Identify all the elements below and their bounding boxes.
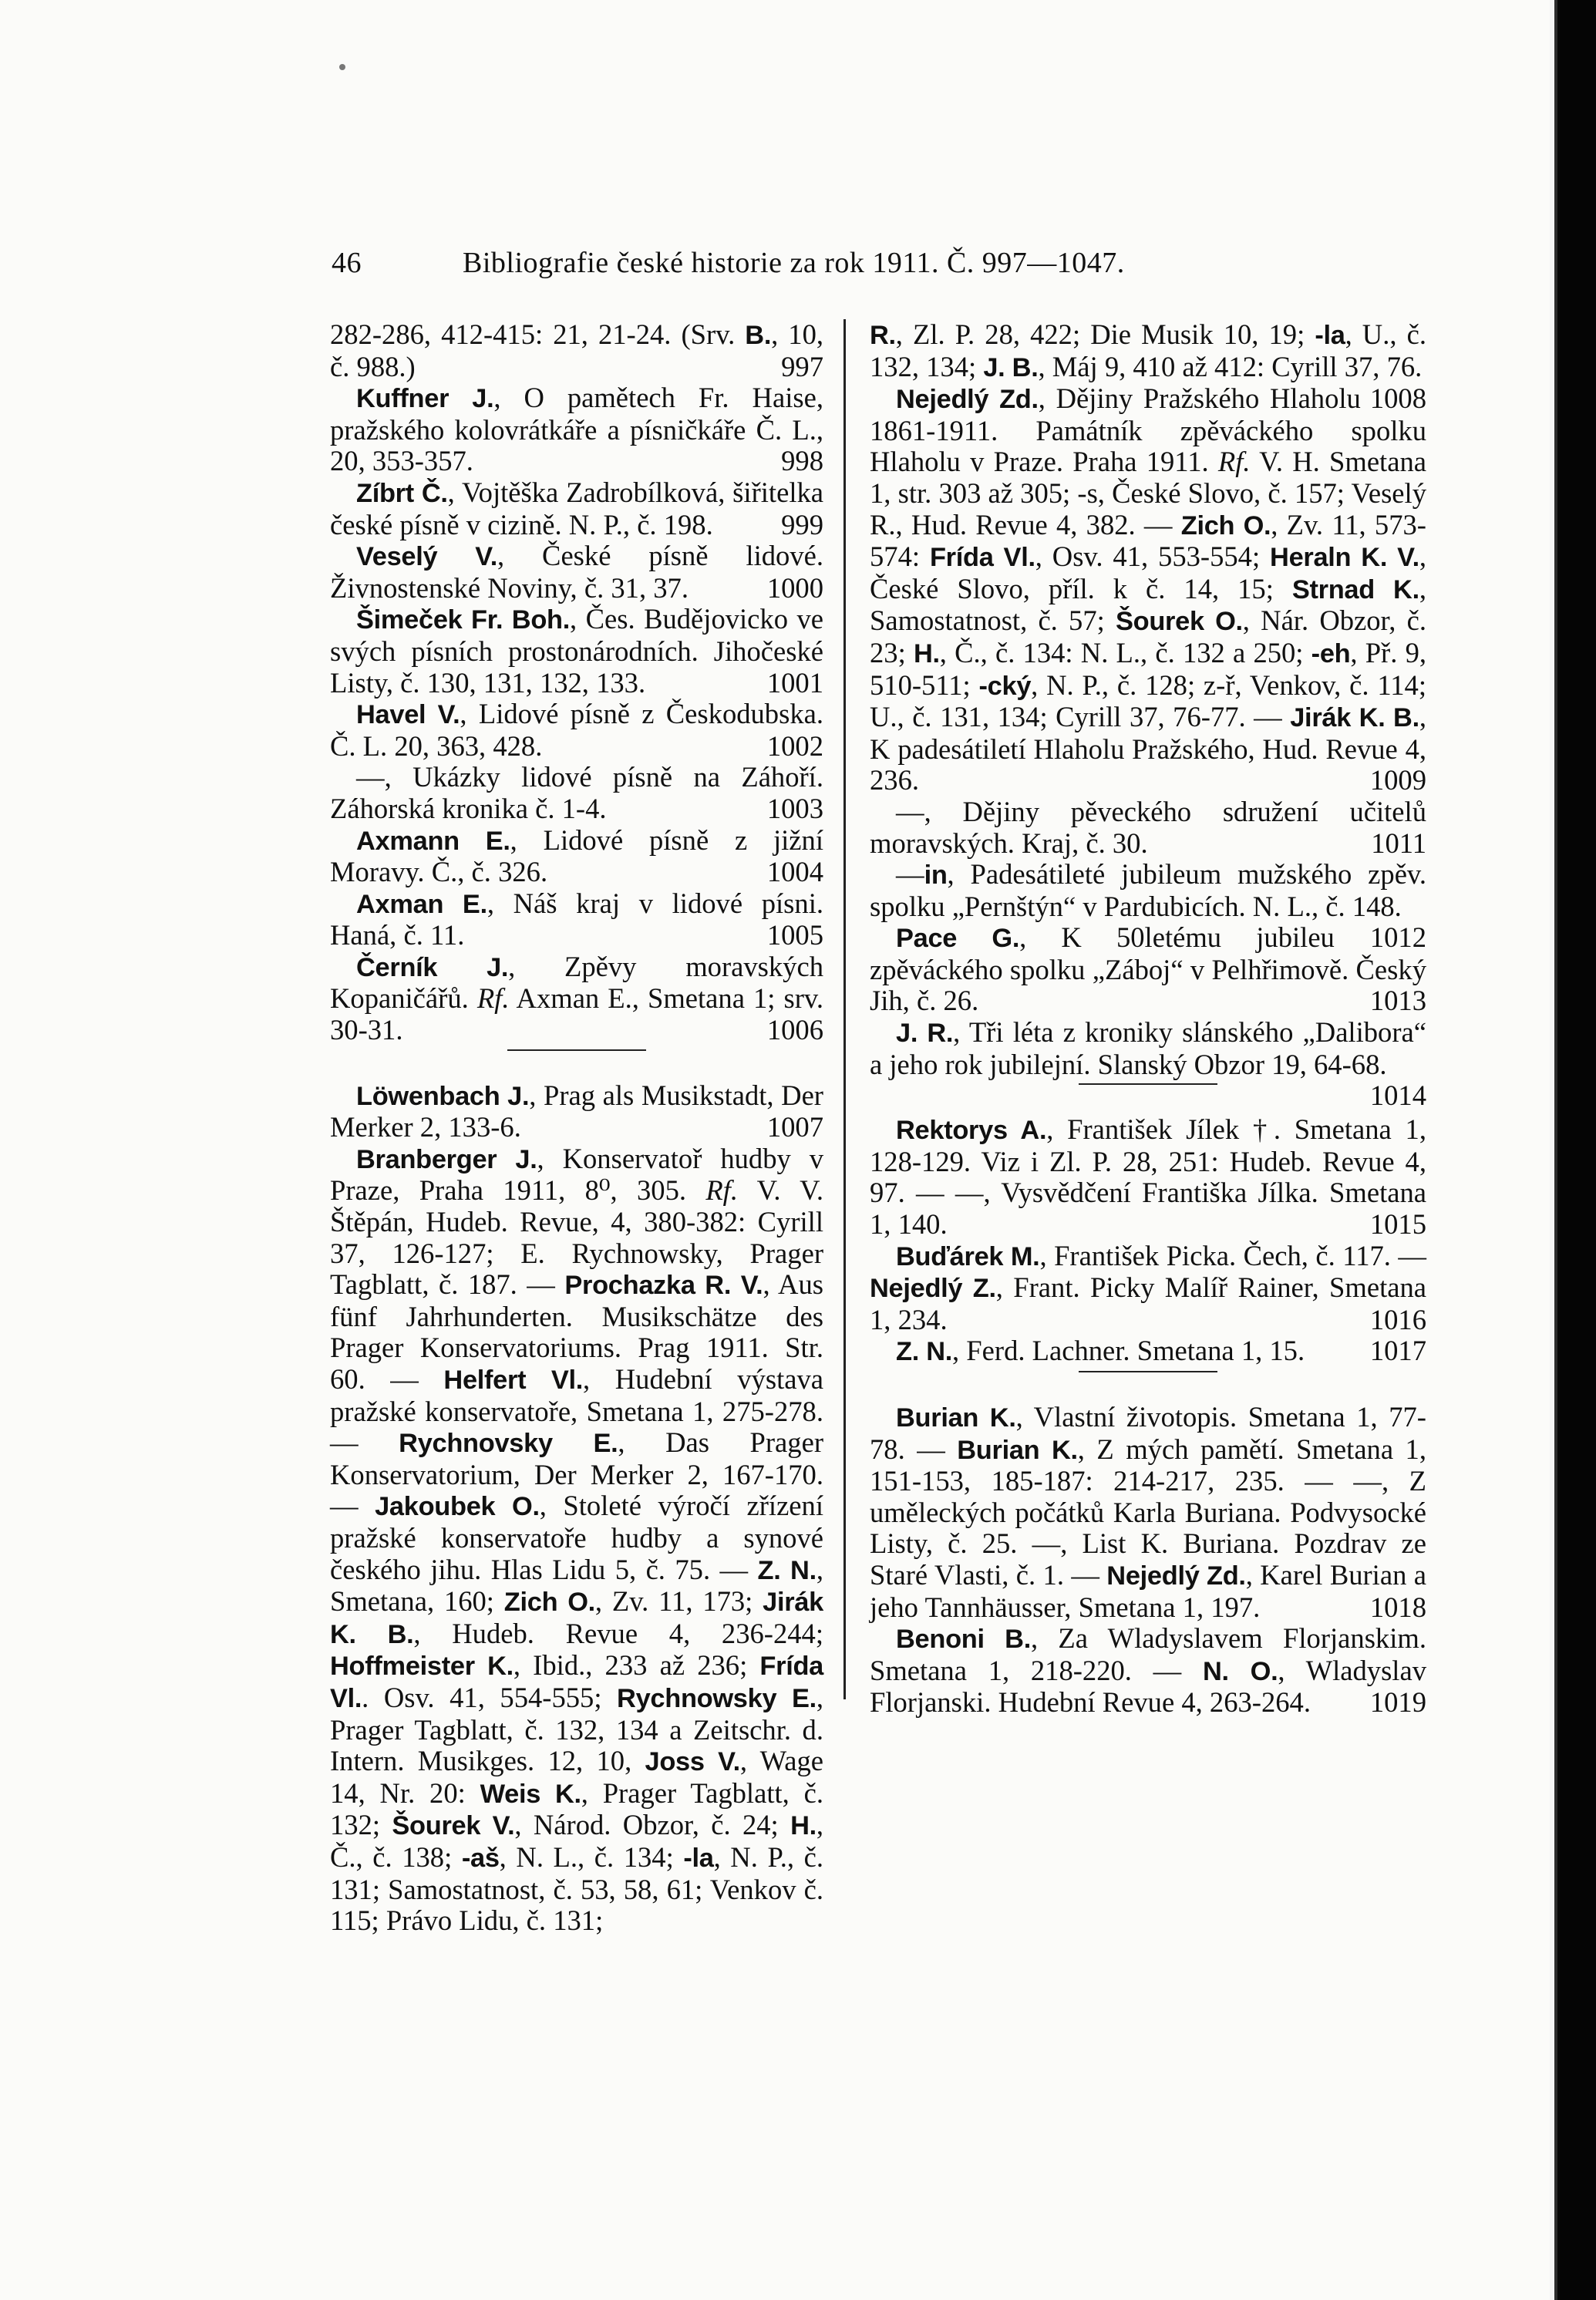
entry-text: , O pamětech Fr. Haise, pražského kolovrátkáře a písničkáře Č. L., 20, 353-357.	[330, 382, 823, 477]
ref-abbrev: Rf.	[476, 982, 510, 1015]
entry-text: , K 50letému jubileu zpěváckého spolku „Záboj“ v Pelhřimově. Český Jih, č. 26.	[870, 921, 1426, 1017]
entry-number: 1001	[766, 666, 823, 699]
entry-text: , Das Prager Konservatorium, Der Merker 2, 167-170. —	[330, 1426, 823, 1522]
bibliography-entry	[330, 762, 823, 824]
entry-number: 1005	[766, 919, 823, 951]
author-name: Jirák K. B.	[1290, 703, 1419, 733]
author-name: Rychnovsky E.	[399, 1429, 618, 1459]
entry-text: , Smetana, 160;	[330, 1553, 823, 1618]
author-name: in	[924, 860, 948, 891]
author-name: Zíbrt Č.	[356, 478, 448, 508]
author-name: Jirák K. B.	[330, 1588, 823, 1649]
entry-text: , N. P., č. 128; z-ř, Venkov, č. 114; U., č. 131, 134; Cyrill 37, 76-77. —	[870, 668, 1426, 733]
author-name: Zich O.	[503, 1588, 595, 1618]
entry-text: , Stoleté výročí zřízení pražské konservatoře hudby a synové českého jihu. Hlas Lidu 5, č. 75. —	[330, 1490, 823, 1585]
entry-text: , Hudeb. Revue 4, 236-244;	[413, 1617, 823, 1649]
bibliography-entry	[330, 951, 823, 1046]
entry-text: , Lidové písně z jižní Moravy. Č., č. 326.	[330, 823, 823, 888]
author-name: Axman E.	[356, 889, 487, 919]
entry-number: 998	[781, 445, 823, 477]
bibliography-entry	[330, 382, 823, 477]
author-name: Hoffmeister K.	[330, 1652, 513, 1682]
author-name: Branberger J.	[356, 1144, 537, 1174]
author-name: R.	[870, 321, 896, 350]
entry-number: 1014	[1369, 1079, 1426, 1112]
bibliography-entry	[330, 540, 823, 604]
entry-text: , Č., č. 138;	[330, 1809, 824, 1873]
entry-number: 1008	[1369, 382, 1426, 415]
bibliography-entry	[330, 319, 823, 382]
entry-text: , Máj 9, 410 až 412: Cyrill 37, 76.	[1038, 350, 1423, 382]
section-separator	[1079, 1371, 1217, 1372]
column-divider	[843, 319, 846, 1699]
bibliography-entry	[870, 1402, 1426, 1623]
author-name: H.	[790, 1811, 817, 1841]
entry-text: , Karel Burian a jeho Tannhäusser, Smetana 1, 197.	[870, 1558, 1426, 1623]
bibliography-entry	[870, 1114, 1426, 1240]
entry-number: 1015	[1369, 1208, 1426, 1241]
author-name: -aš	[461, 1843, 500, 1873]
author-name: -cký	[978, 671, 1032, 701]
author-name: B.	[745, 321, 772, 350]
entry-number: 1003	[766, 792, 823, 824]
author-name: Weis K.	[480, 1779, 581, 1809]
entry-text: , Zpěvy moravských Kopaničářů.	[330, 950, 823, 1015]
entry-text: , Prag als Musikstadt, Der Merker 2, 133-6.	[330, 1079, 823, 1143]
entry-text: , Wladyslav Florjanski. Hudební Revue 4, 263-264.	[870, 1654, 1426, 1719]
entry-number: 1000	[766, 571, 823, 604]
author-name: Z. N.	[896, 1337, 953, 1367]
entry-text: —, Dějiny pěveckého sdružení učitelů moravských. Kraj, č. 30.	[870, 795, 1426, 859]
author-name: Nejedlý Z.	[870, 1274, 996, 1304]
entry-text: —	[896, 858, 924, 891]
entry-text: , Z mých pamětí. Smetana 1, 151-153, 185-187: 214-217, 235. — —, Z uměleckých počátků Karla Buriana. Podvysocké Listy, č. 25. —, List K. Buriana. Pozdrav ze Staré Vlasti, č. 1. —	[870, 1433, 1426, 1591]
entry-text: , Wage 14, Nr. 20:	[330, 1745, 823, 1809]
entry-text: , Národ. Obzor, č. 24;	[514, 1809, 791, 1841]
entry-text: , Př. 9, 510-511;	[870, 636, 1427, 701]
author-name: Veselý V.	[356, 542, 498, 572]
bibliography-entry	[330, 1143, 823, 1937]
author-name: Nejedlý Zd.	[896, 385, 1039, 415]
author-name: Havel V.	[356, 700, 460, 730]
entry-text: , K padesátiletí Hlaholu Pražského, Hud. Revue 4, 236.	[870, 701, 1426, 796]
entry-text: , České Slovo, příl. k č. 14, 15;	[870, 540, 1426, 604]
author-name: Zich O.	[1180, 510, 1271, 540]
entry-number: 1011	[1371, 827, 1426, 859]
entry-number: 1006	[766, 1014, 823, 1046]
left-column	[330, 319, 823, 1937]
bibliography-entry	[330, 825, 823, 888]
author-name: -la	[683, 1843, 714, 1873]
author-name: Burian K.	[957, 1435, 1078, 1465]
entry-number: 999	[781, 508, 823, 540]
author-name: -la	[1315, 321, 1345, 350]
entry-text: 282-286, 412-415: 21, 21-24. (Srv.	[330, 318, 746, 350]
bibliography-entry	[330, 699, 823, 762]
entry-number: 1016	[1369, 1303, 1426, 1335]
entry-number: 1013	[1369, 985, 1426, 1017]
entry-text: , U., č. 132, 134;	[870, 318, 1426, 382]
entry-text: , Prager Tagblatt, č. 132;	[330, 1776, 823, 1841]
entry-number: 1009	[1369, 764, 1426, 796]
entry-text: , Nár. Obzor, č. 23;	[870, 604, 1426, 668]
entry-text: , Č., č. 134: N. L., č. 132 a 250;	[939, 636, 1311, 668]
entry-number: 1018	[1369, 1591, 1426, 1623]
author-name: Burian K.	[896, 1403, 1016, 1433]
author-name: J. R.	[896, 1019, 954, 1049]
entry-number: 1012	[1369, 921, 1426, 954]
entry-text: , Ibid., 233 až 236;	[513, 1649, 760, 1682]
scan-edge	[1550, 0, 1596, 2300]
right-column	[870, 319, 1426, 1719]
entry-text: , Čes. Budějovicko ve svých písních prostonárodních. Jihočeské Listy, č. 130, 131, 132, 133.	[330, 603, 823, 699]
entry-text: , Zv. 11, 573-574:	[870, 508, 1426, 573]
entry-text: , České písně lidové. Živnostenské Noviny, č. 31, 37.	[330, 540, 823, 604]
author-name: Jakoubek O.	[375, 1492, 540, 1522]
entry-text: , 10, č. 988.)	[330, 318, 823, 382]
entry-text: , Padesátileté jubileum mužského zpěv. spolku „Pernštýn“ v Pardubicích. N. L., č. 148.	[870, 858, 1426, 922]
author-name: J. B.	[983, 352, 1039, 382]
entry-text: , Tři léta z kroniky slánského „Dalibora“ a jeho rok jubilejní. Slanský Obzor 19, 64-68.	[870, 1016, 1426, 1080]
ref-abbrev: Rf.	[1217, 446, 1251, 478]
entry-text: , Za Wladyslavem Florjanskim. Smetana 1, 218-220. —	[870, 1622, 1426, 1686]
author-name: H.	[913, 638, 940, 668]
bibliography-entry	[330, 1080, 823, 1143]
author-name: Rychnowsky E.	[617, 1683, 817, 1713]
entry-number: 1004	[766, 856, 823, 888]
entry-text: —, Ukázky lidové písně na Záhoří. Záhorská kronika č. 1-4.	[330, 761, 823, 824]
author-name: Benoni B.	[896, 1625, 1031, 1655]
bibliography-entry	[870, 1623, 1426, 1719]
section-separator	[507, 1049, 646, 1051]
entry-text: , Vlastní životopis. Smetana 1, 77-78. —	[870, 1401, 1426, 1465]
entry-text: , Zv. 11, 173;	[594, 1585, 763, 1618]
author-name: Z. N.	[757, 1555, 817, 1585]
author-name: N. O.	[1202, 1656, 1278, 1686]
running-title: Bibliografie české historie za rok 1911. Č. 997—1047.	[463, 247, 1125, 279]
bibliography-entry	[870, 1335, 1426, 1368]
entry-text: V. V. Štěpán, Hudeb. Revue, 4, 380-382: Cyrill 37, 126-127; E. Rychnowsky, Prager Tagblatt, č. 187. —	[330, 1174, 823, 1301]
entry-text: , Zl. P. 28, 422; Die Musik 10, 19;	[895, 318, 1315, 350]
bibliography-entry	[870, 1016, 1426, 1112]
entry-text: , Lidové písně z Českodubska. Č. L. 20, 363, 428.	[330, 698, 824, 762]
bibliography-entry	[330, 477, 823, 540]
entry-text: , Vojtěška Zadrobílková, šiřitelka české písně v cizině. N. P., č. 198.	[330, 476, 824, 540]
author-name: Nejedlý Zd.	[1106, 1561, 1246, 1591]
entry-text: , N. P., č. 131; Samostatnost, č. 53, 58, 61; Venkov č. 115; Právo Lidu, č. 131;	[330, 1840, 823, 1937]
author-name: Kuffner J.	[356, 384, 494, 414]
entry-text: , Ferd. Lachner. Smetana 1, 15.	[952, 1335, 1305, 1367]
author-name: Frída Vl.	[929, 543, 1035, 573]
entry-text: , František Picka. Čech, č. 117. —	[1039, 1239, 1426, 1271]
entry-text: , Hudební výstava pražské konservatoře, Smetana 1, 275-278. —	[330, 1363, 823, 1459]
author-name: Frída Vl.	[330, 1652, 824, 1713]
author-name: Šourek O.	[1115, 607, 1243, 637]
author-name: Prochazka R. V.	[564, 1271, 763, 1301]
author-name: Joss V.	[645, 1747, 740, 1777]
page-speck	[339, 64, 345, 70]
entry-text: , Aus fünf Jahrhunderten. Musikschätze des Prager Konservatoriums. Prag 1911. Str. 60. —	[330, 1268, 823, 1395]
entry-text: , Konservatoř hudby v Praze, Praha 1911, 8⁰, 305.	[330, 1142, 823, 1207]
entry-text: , Dějiny Pražského Hlaholu 1861-1911. Památník zpěváckého spolku Hlaholu v Praze. Praha 1911.	[870, 382, 1426, 478]
author-name: Axmann E.	[356, 826, 510, 856]
author-name: Helfert Vl.	[443, 1366, 584, 1395]
entry-text: , Prager Tagblatt, č. 132, 134 a Zeitschr. d. Intern. Musikges. 12, 10,	[330, 1681, 824, 1777]
entry-number: 1007	[766, 1111, 823, 1143]
ref-abbrev: Rf.	[705, 1174, 738, 1207]
author-name: Strnad K.	[1291, 574, 1419, 604]
entry-number: 1019	[1369, 1686, 1426, 1719]
author-name: Šourek V.	[392, 1811, 515, 1841]
author-name: Rektorys A.	[896, 1116, 1047, 1146]
entry-text: , Frant. Picky Malíř Rainer, Smetana 1, 234.	[870, 1271, 1426, 1335]
author-name: Buďárek M.	[896, 1241, 1040, 1271]
entry-text: , Osv. 41, 553-554;	[1035, 540, 1271, 573]
bibliography-entry	[870, 1241, 1426, 1336]
entry-text: Axman E., Smetana 1; srv. 30-31.	[330, 982, 823, 1046]
author-name: Heraln K. V.	[1270, 543, 1419, 573]
author-name: -eh	[1311, 638, 1351, 668]
entry-number: 1017	[1369, 1335, 1426, 1367]
bibliography-entry	[870, 796, 1426, 859]
author-name: Löwenbach J.	[356, 1081, 530, 1111]
author-name: Černík J.	[356, 952, 509, 982]
entry-number: 997	[781, 350, 823, 382]
entry-text: , František Jílek †. Smetana 1, 128-129. Viz i Zl. P. 28, 251: Hudeb. Revue 4, 97. — —, Vysvědčení Františka Jílka. Smetana 1, 140.	[870, 1113, 1426, 1241]
entry-text: , Náš kraj v lidové písni. Haná, č. 11.	[330, 887, 824, 951]
author-name: Pace G.	[896, 924, 1020, 954]
bibliography-entry	[870, 383, 1426, 796]
entry-text: V. H. Smetana 1, str. 303 až 305; -s, České Slovo, č. 157; Veselý R., Hud. Revue 4, 382. —	[870, 446, 1426, 540]
section-separator	[1079, 1083, 1217, 1085]
entry-text: , N. L., č. 134;	[499, 1840, 684, 1873]
author-name: Šimeček Fr. Boh.	[356, 605, 570, 635]
page-number: 46	[332, 247, 362, 279]
entry-number: 1002	[766, 729, 823, 762]
entry-text: , Samostatnost, č. 57;	[870, 572, 1426, 637]
entry-text: . Osv. 41, 554-555;	[362, 1681, 618, 1713]
bibliography-entry	[330, 888, 823, 951]
bibliography-entry	[330, 604, 823, 699]
